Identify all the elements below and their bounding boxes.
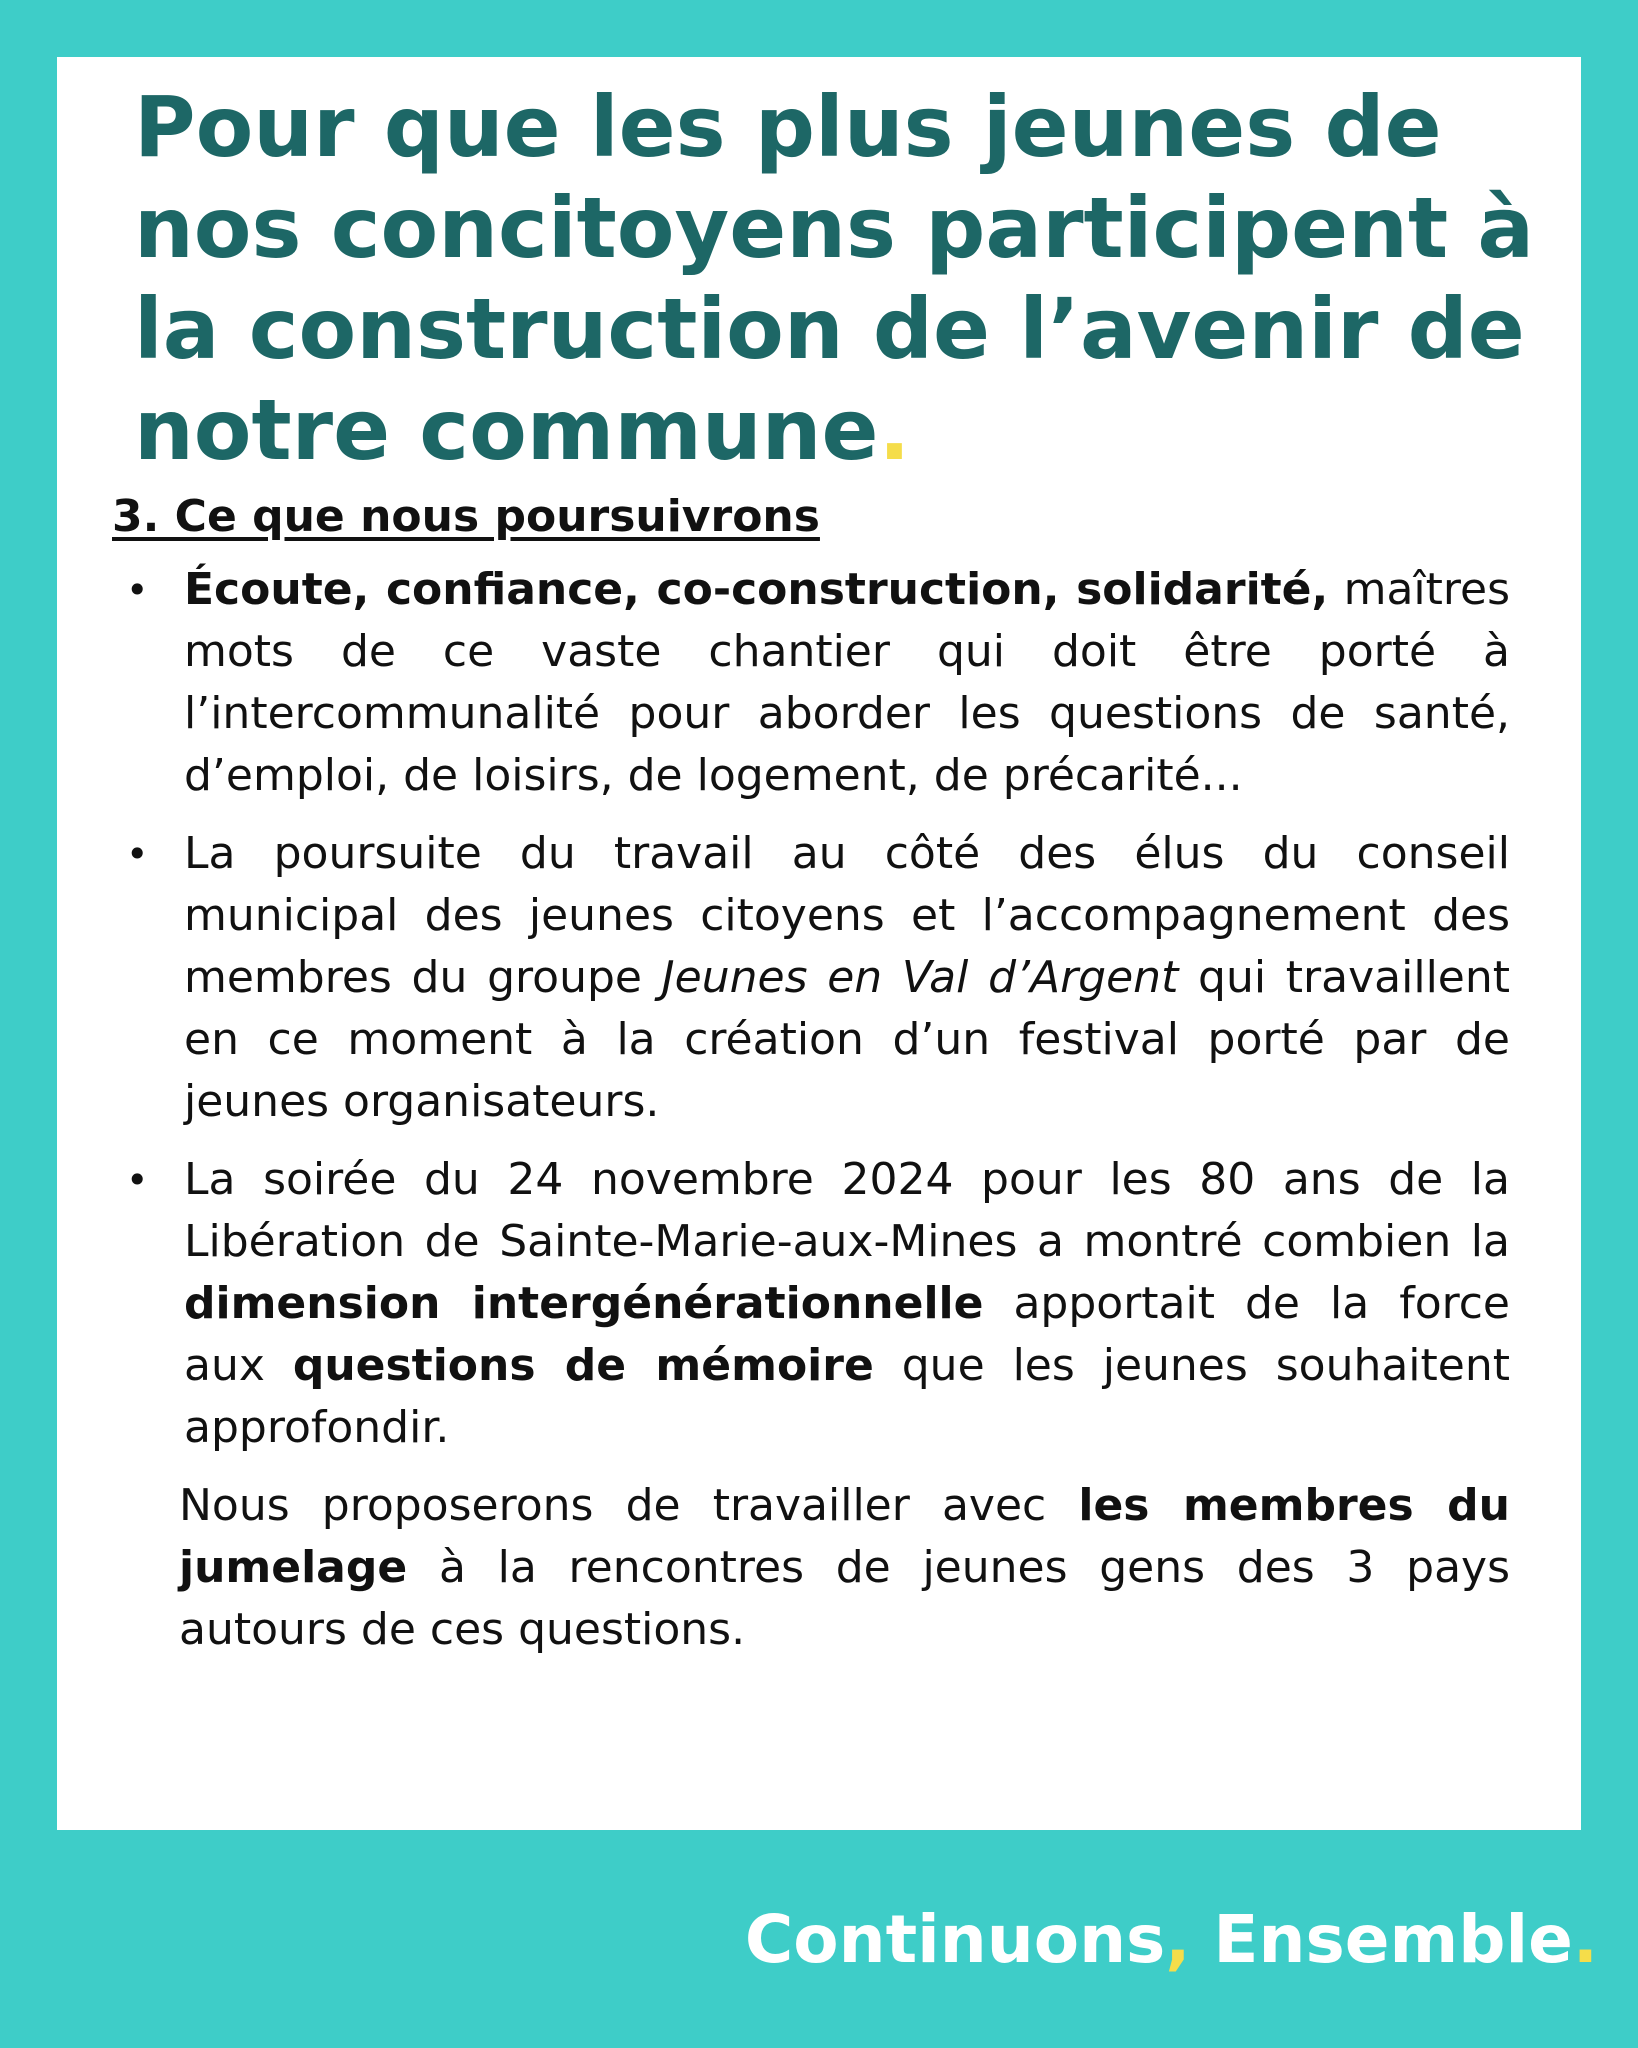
slogan-comma: , bbox=[1165, 1901, 1191, 1978]
content-card bbox=[57, 57, 1581, 1830]
bullet-item bbox=[112, 559, 1510, 807]
followup-text: Nous proposerons de travailler avec bbox=[179, 1480, 1079, 1531]
bullet-text: qui travaillent en ce moment à la création d’un festival porté par de jeunes organisateurs. bbox=[184, 952, 1510, 1127]
bullet-list bbox=[112, 559, 1510, 1459]
bullet-text-bold: Écoute, confiance, co-construction, solidarité, bbox=[184, 564, 1329, 615]
slogan-word-2: Ensemble bbox=[1190, 1901, 1573, 1978]
bullet-item bbox=[112, 823, 1510, 1133]
bullet-item bbox=[112, 1149, 1510, 1459]
bullet-text-bold: dimension intergénérationnelle bbox=[184, 1278, 984, 1329]
bullet-dot-icon: • bbox=[126, 568, 149, 612]
footer-slogan bbox=[745, 1900, 1598, 1980]
section-heading: 3. Ce que nous poursuivrons bbox=[112, 491, 820, 542]
bullet-text: apportait de la force aux bbox=[184, 1278, 1510, 1391]
bullet-text: La soirée du 24 novembre 2024 pour les 80 ans de la Libération de Sainte-Marie-aux-Mines a montré combien la bbox=[184, 1154, 1510, 1267]
bullet-text-bold: questions de mémoire bbox=[292, 1340, 874, 1391]
title-accent-dot: . bbox=[878, 381, 911, 479]
bullet-text: que les jeunes souhaitent approfondir. bbox=[184, 1340, 1510, 1453]
bullet-text-italic: Jeunes en Val d’Argent bbox=[661, 952, 1179, 1003]
bullet-dot-icon: • bbox=[126, 1158, 149, 1202]
followup-paragraph bbox=[112, 1475, 1510, 1661]
followup-text-bold: les membres du jumelage bbox=[179, 1480, 1510, 1593]
bullet-text: La poursuite du travail au côté des élus du conseil municipal des jeunes citoyens et l’accompagnement des membres du groupe bbox=[184, 828, 1510, 1003]
bullet-text: maîtres mots de ce vaste chantier qui doit être porté à l’intercommunalité pour aborder les questions de santé, d’emploi, de loisirs, de logement, de précarité... bbox=[184, 564, 1511, 801]
section-content bbox=[112, 489, 1510, 1661]
slogan-word-1: Continuons bbox=[744, 1901, 1166, 1978]
followup-text: à la rencontres de jeunes gens des 3 pays autours de ces questions. bbox=[179, 1542, 1510, 1655]
bullet-dot-icon: • bbox=[126, 832, 149, 876]
page-title-text: Pour que les plus jeunes de nos concitoyens participent à la construction de l’avenir de notre commune bbox=[134, 78, 1535, 479]
slogan-dot: . bbox=[1572, 1901, 1598, 1978]
page-title bbox=[134, 77, 1554, 481]
